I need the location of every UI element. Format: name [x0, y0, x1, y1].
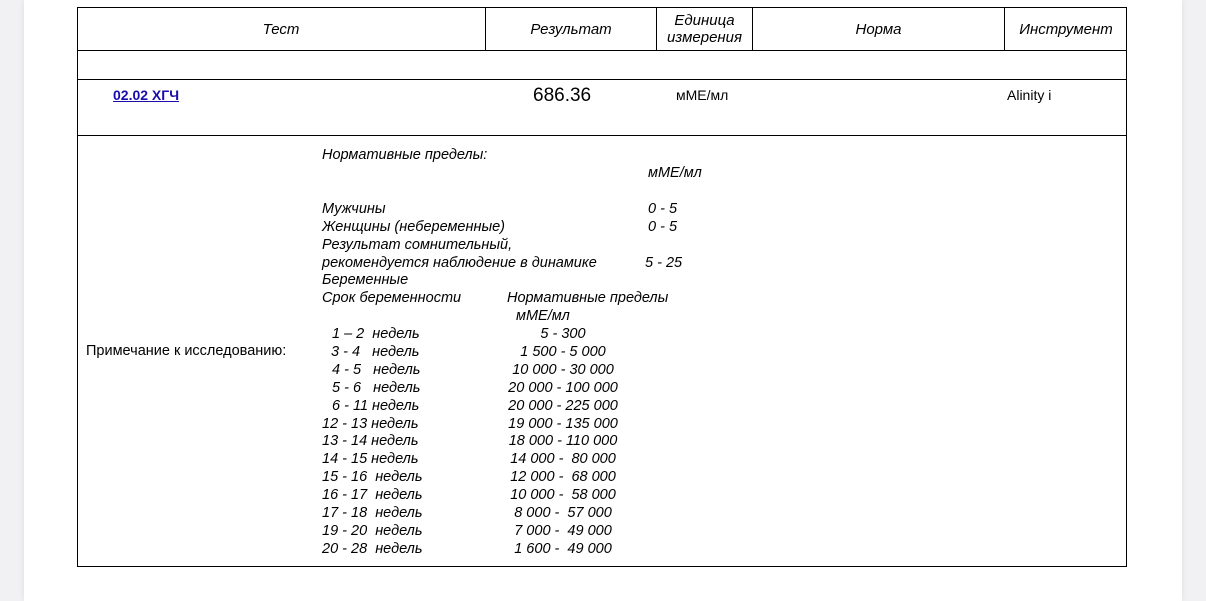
women-label: Женщины (небеременные) — [322, 219, 506, 235]
pregnancy-value: 7 000 - 49 000 — [514, 522, 612, 539]
pregnancy-value: 19 000 - 135 000 — [508, 415, 618, 432]
pregnancy-value: 14 000 - 80 000 — [510, 451, 616, 468]
header-unit — [657, 7, 752, 51]
pregnancy-term: 16 - 17 недель — [322, 487, 423, 504]
note-label: Примечание к исследованию: — [86, 343, 287, 359]
instrument-value: Alinity i — [1007, 87, 1052, 103]
test-name-link[interactable]: 02.02 ХГЧ — [113, 87, 180, 103]
pregnancy-term: 15 - 16 недель — [322, 469, 423, 486]
pregnancy-value: 10 000 - 58 000 — [510, 487, 616, 504]
norms-unit: мМЕ/мл — [648, 165, 702, 181]
doubtful-value: 5 - 25 — [645, 255, 683, 271]
women-value: 0 - 5 — [648, 219, 678, 235]
pregnancy-term: 14 - 15 недель — [322, 451, 419, 468]
doubtful-line1: Результат сомнительный, — [322, 237, 513, 253]
header-test: Тест — [262, 20, 300, 38]
pregnancy-term-header: Срок беременности — [322, 290, 462, 306]
men-label: Мужчины — [322, 201, 386, 217]
pregnancy-term: 6 - 11 недель — [332, 397, 420, 414]
unit-value: мМЕ/мл — [676, 87, 729, 103]
header-instrument: Инструмент — [1019, 20, 1113, 38]
men-value: 0 - 5 — [648, 201, 678, 217]
pregnancy-term: 3 - 4 недель — [331, 343, 420, 360]
doubtful-line2: рекомендуется наблюдение в динамике — [322, 255, 597, 271]
result-value: 686.36 — [533, 85, 592, 106]
pregnancy-value: 20 000 - 225 000 — [508, 397, 618, 414]
pregnancy-term: 5 - 6 недель — [332, 379, 421, 396]
pregnancy-term: 1 – 2 недель — [332, 326, 420, 342]
header-unit-line1: Единица — [674, 12, 735, 29]
header-unit-line2: измерения — [666, 29, 743, 46]
pregnancy-term: 12 - 13 недель — [322, 415, 419, 432]
pregnancy-value: 1 500 - 5 000 — [520, 343, 606, 360]
row-divider — [77, 79, 1127, 80]
pregnancy-value: 1 600 - 49 000 — [514, 540, 612, 557]
pregnancy-term: 19 - 20 недель — [322, 522, 423, 539]
pregnancy-value: 10 000 - 30 000 — [512, 361, 614, 378]
pregnancy-value: 12 000 - 68 000 — [510, 469, 616, 486]
header-norm: Норма — [855, 20, 902, 38]
pregnancy-term: 4 - 5 недель — [332, 361, 421, 378]
pregnancy-value: 8 000 - 57 000 — [514, 505, 612, 521]
pregnant-title: Беременные — [322, 272, 409, 288]
pregnancy-value: 20 000 - 100 000 — [508, 379, 618, 396]
header-result: Результат — [530, 20, 612, 38]
pregnancy-norms-unit: мМЕ/мл — [516, 308, 570, 324]
pregnancy-term: 20 - 28 недель — [322, 540, 423, 557]
pregnancy-term: 13 - 14 недель — [322, 433, 419, 450]
norms-title: Нормативные пределы: — [322, 147, 488, 163]
pregnancy-term: 17 - 18 недель — [322, 505, 423, 521]
row-divider — [77, 135, 1127, 136]
pregnancy-value: 5 - 300 — [540, 326, 586, 342]
pregnancy-value: 18 000 - 110 000 — [508, 433, 618, 450]
pregnancy-norms-header: Нормативные пределы — [507, 290, 669, 306]
